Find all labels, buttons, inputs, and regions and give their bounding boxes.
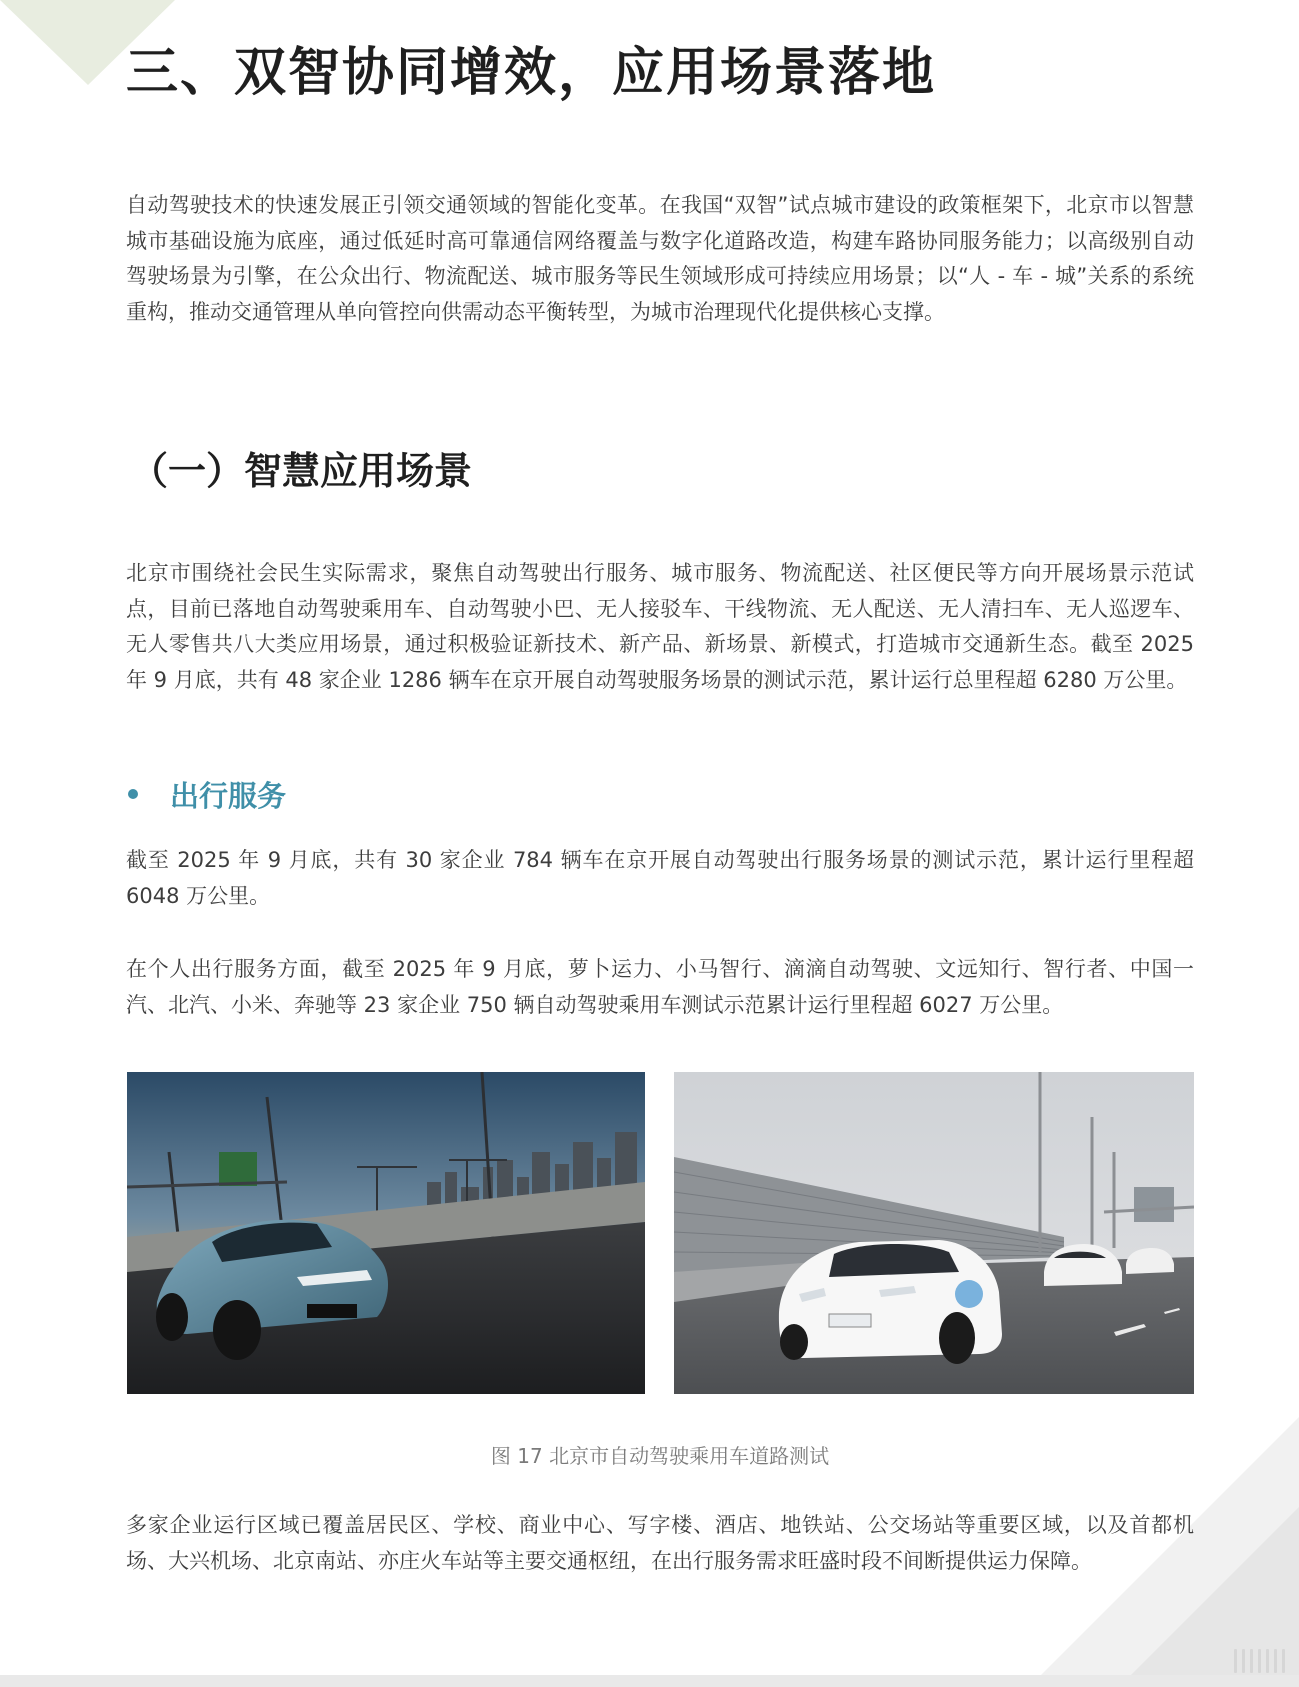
topic-heading (126, 772, 286, 816)
topic-paragraph-3: 多家企业运行区域已覆盖居民区、学校、商业中心、写字楼、酒店、地铁站、公交场站等重要区域，以及首都机场、大兴机场、北京南站、亦庄火车站等主要交通枢纽，在出行服务需求旺盛时段不间断提供运力保障。 (126, 1513, 1194, 1573)
bottom-strip (0, 1675, 1299, 1687)
photo-sedan-dusk (127, 1072, 645, 1394)
photo-white-sedans (674, 1072, 1194, 1394)
subsection-paragraph: 北京市围绕社会民生实际需求，聚焦自动驾驶出行服务、城市服务、物流配送、社区便民等方向开展场景示范试点，目前已落地自动驾驶乘用车、自动驾驶小巴、无人接驳车、干线物流、无人配送、无人清扫车、无人巡逻车、无人零售共八大类应用场景，通过积极验证新技术、新产品、新场景、新模式，打造城市交通新生态。截至 2025 年 9 月底，共有 48 家企业 1286 辆车在京开展自动驾驶服务场景的测试示范，累计运行总里程超 6280 万公里。 (126, 561, 1194, 692)
topic-paragraph-1: 截至 2025 年 9 月底，共有 30 家企业 784 辆车在京开展自动驾驶出行服务场景的测试示范，累计运行里程超 6048 万公里。 (126, 848, 1194, 908)
figure-caption: 图 17 北京市自动驾驶乘用车道路测试 (490, 1444, 830, 1468)
section-title: 三、双智协同增效，应用场景落地 (126, 43, 937, 103)
intro-paragraph: 自动驾驶技术的快速发展正引领交通领域的智能化变革。在我国“双智”试点城市建设的政策框架下，北京市以智慧城市基础设施为底座，通过低延时高可靠通信网络覆盖与数字化道路改造，构建车路协同服务能力；以高级别自动驾驶场景为引擎，在公众出行、物流配送、城市服务等民生领域形成可持续应用场景；以“人 - 车 - 城”关系的系统重构，推动交通管理从单向管控向供需动态平衡转型，为城市治理现代化提供核心支撑。 (126, 193, 1194, 324)
watermark-bars (1234, 1643, 1285, 1673)
topic-paragraph-2: 在个人出行服务方面，截至 2025 年 9 月底，萝卜运力、小马智行、滴滴自动驾驶、文远知行、智行者、中国一汽、北汽、小米、奔驰等 23 家企业 750 辆自动驾驶乘用车测试示范累计运行里程超 6027 万公里。 (126, 957, 1194, 1017)
bullet-icon (128, 789, 138, 799)
topic-title: 出行服务 (170, 778, 287, 813)
subsection-title: （一）智慧应用场景 (130, 449, 473, 493)
